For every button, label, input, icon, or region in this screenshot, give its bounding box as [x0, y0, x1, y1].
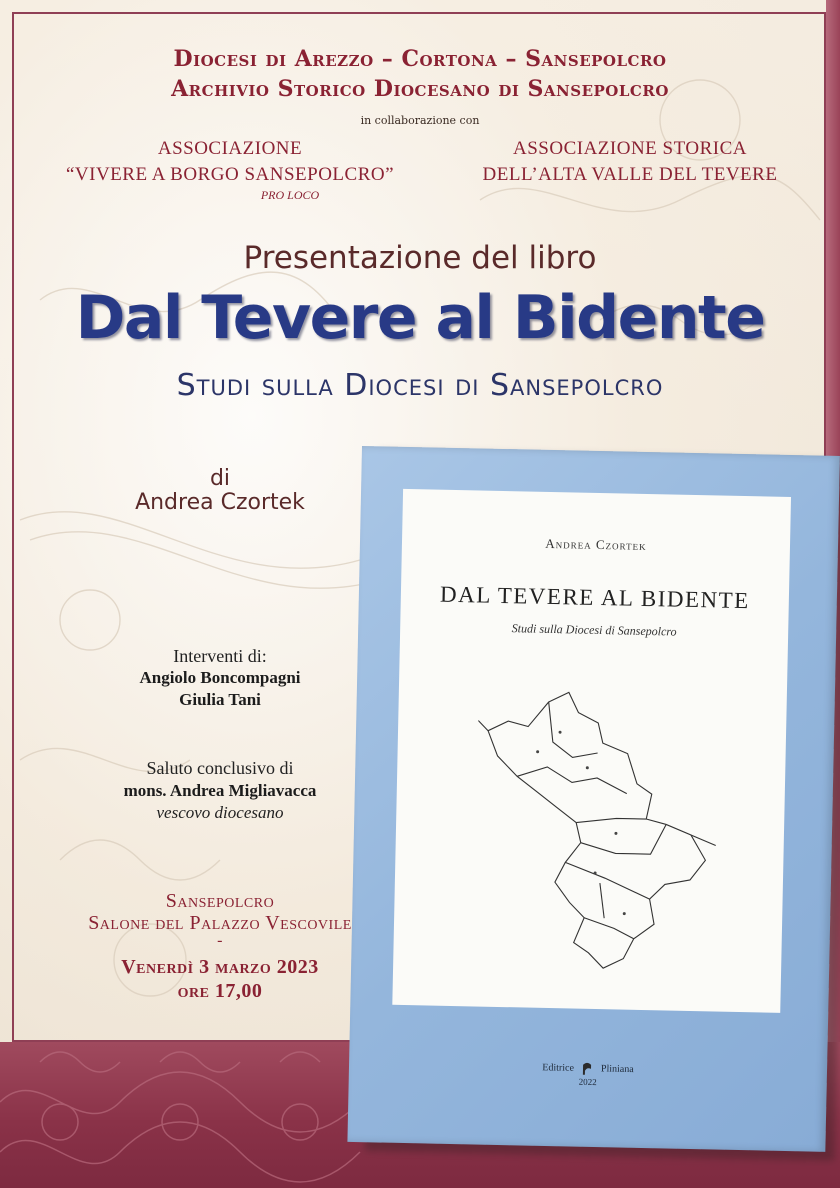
speaker-name: Giulia Tani: [179, 690, 261, 709]
closing-speaker-role: vescovo diocesano: [156, 803, 284, 822]
book-cover-author: Andrea Czortek: [545, 535, 647, 553]
speaker-name: Angiolo Boncompagni: [139, 668, 301, 687]
association-pro-loco: [40, 136, 420, 202]
venue-hall: Salone del Palazzo Vescovile: [88, 912, 352, 934]
collaboration-label: in collaborazione con: [360, 114, 480, 127]
publisher-right: Pliniana: [600, 1063, 634, 1076]
association-storica: [440, 136, 820, 188]
book-cover-subtitle: Studi sulla Diocesi di Sansepolcro: [511, 621, 677, 639]
association-right-line2: DELL’ALTA VALLE DEL TEVERE: [482, 164, 778, 185]
speakers-label: Interventi di:: [173, 646, 267, 666]
publisher-logo-icon: [580, 1061, 594, 1077]
venue-city: Sansepolcro: [165, 890, 275, 912]
presentation-intro: Presentazione del libro: [243, 240, 597, 276]
author-prefix: di: [209, 466, 231, 491]
book-title-heading: Dal Tevere al Bidente: [75, 283, 765, 353]
diocese-map-illustration: [473, 681, 729, 976]
closing-speaker: mons. Andrea Migliavacca: [123, 781, 317, 800]
organizer-diocese: Diocesi di Arezzo – Cortona – Sansepolcro: [173, 46, 667, 72]
book-subtitle-heading: Studi sulla Diocesi di Sansepolcro: [176, 368, 664, 403]
book-cover-title: DAL TEVERE AL BIDENTE: [439, 581, 751, 614]
association-left-line2: “VIVERE A BORGO SANSEPOLCRO”: [65, 164, 395, 185]
association-right-line1: ASSOCIAZIONE STORICA: [513, 138, 747, 159]
association-left-note: PRO LOCO: [260, 188, 320, 202]
closing-label: Saluto conclusivo di: [146, 758, 294, 778]
event-time: ore 17,00: [177, 980, 263, 1002]
book-cover-image: [347, 446, 839, 1152]
author-name: Andrea Czortek: [135, 490, 305, 515]
event-date: Venerdì 3 marzo 2023: [121, 956, 319, 978]
book-cover-label: [392, 489, 791, 1013]
venue-separator: -: [217, 932, 223, 949]
publisher-left: Editrice: [542, 1062, 575, 1074]
association-left-line1: ASSOCIAZIONE: [157, 138, 303, 159]
book-year: 2022: [578, 1076, 597, 1088]
organizer-archive: Archivio Storico Diocesano di Sansepolcro: [171, 76, 669, 102]
